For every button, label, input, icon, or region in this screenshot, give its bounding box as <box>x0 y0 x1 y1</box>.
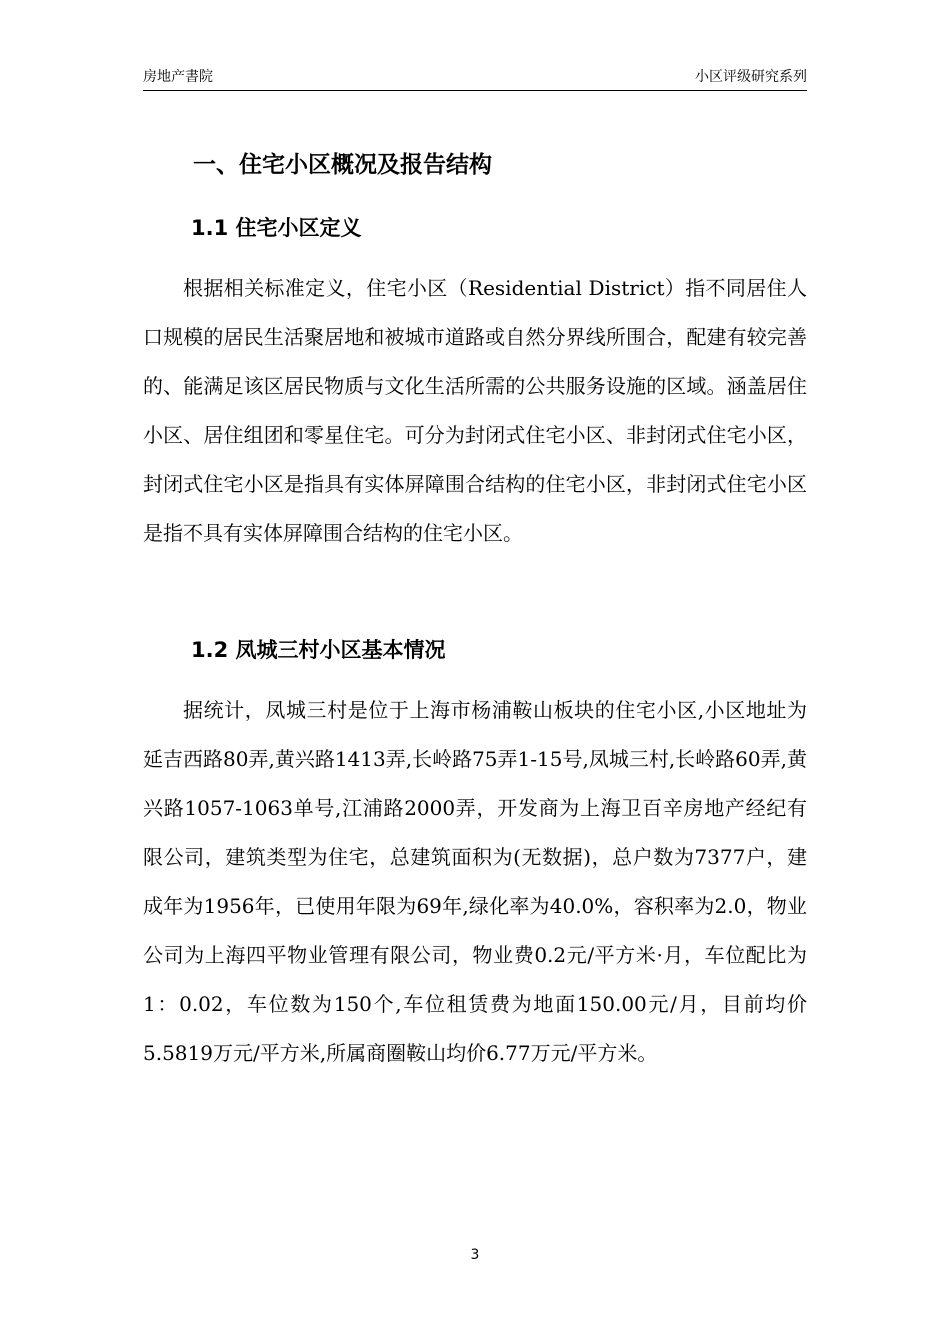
subsection-title-definition: 1.1 住宅小区定义 <box>191 216 362 240</box>
subsection-title-overview: 1.2 凤城三村小区基本情况 <box>191 638 446 662</box>
paragraph-overview: 据统计，凤城三村是位于上海市杨浦鞍山板块的住宅小区,小区地址为延吉西路80弄,黄兴路1413弄,长岭路75弄1-15号,凤城三村,长岭路60弄,黄兴路1057-1063单号,江浦路2000弄，开发商为上海卫百辛房地产经纪有限公司，建筑类型为住宅，总建筑面积为(无数据)，总户数为7377户，建成年为1956年，已使用年限为69年,绿化率为40.0%，容积率为2.0，物业公司为上海四平物业管理有限公司，物业费0.2元/平方米·月，车位配比为1：0.02，车位数为150个,车位租赁费为地面150.00元/月，目前均价5.5819万元/平方米,所属商圈鞍山均价6.77万元/平方米。 <box>143 698 807 1065</box>
header-series-title: 小区评级研究系列 <box>695 69 807 85</box>
page-number: 3 <box>470 1247 480 1263</box>
header-publisher: 房地产書院 <box>143 69 213 85</box>
page-header <box>143 64 807 91</box>
paragraph-definition: 根据相关标准定义，住宅小区（Residential District）指不同居住人口规模的居民生活聚居地和被城市道路或自然分界线所围合，配建有较完善的、能满足该区居民物质与文化生活所需的公共服务设施的区域。涵盖居住小区、居住组团和零星住宅。可分为封闭式住宅小区、非封闭式住宅小区，封闭式住宅小区是指具有实体屏障围合结构的住宅小区，非封闭式住宅小区是指不具有实体屏障围合结构的住宅小区。 <box>143 276 807 545</box>
section-title: 一、住宅小区概况及报告结构 <box>193 152 492 178</box>
